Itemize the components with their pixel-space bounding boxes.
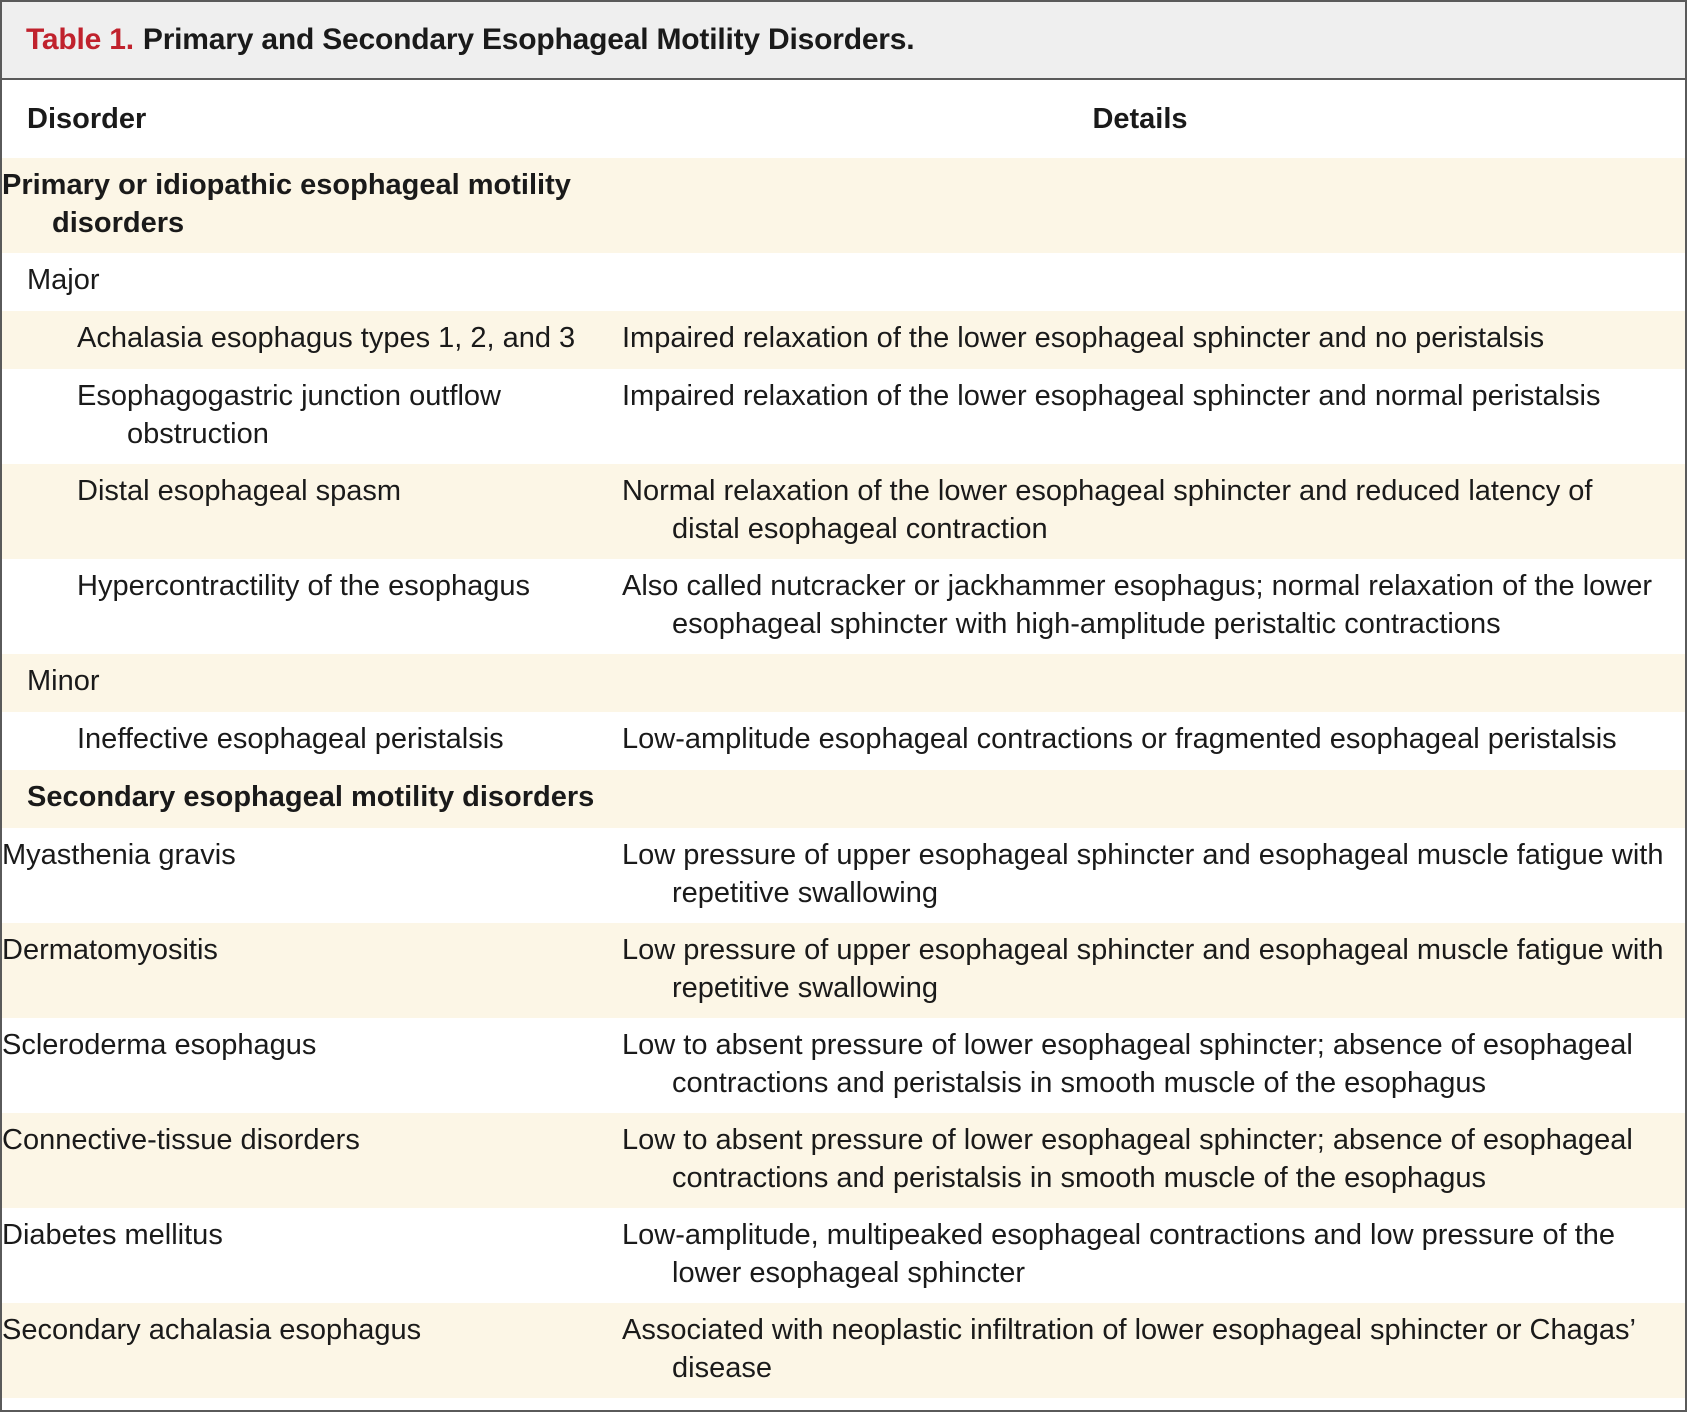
table-row [2,369,1685,464]
details-cell: Associated with neoplastic infiltration of lower esophageal sphincter or Chagas’ disease [622,1314,1635,1384]
section-heading-primary: Primary or idiopathic esophageal motility disorders [2,169,571,239]
details-cell: Low-amplitude esophageal contractions or fragmented esophageal peristalsis [622,723,1617,755]
table-label: Table 1. [26,23,134,56]
table-row [2,923,1685,1018]
section-heading-row [2,158,1685,253]
subgroup-row [2,253,1685,311]
disorder-cell: Dermatomyositis [2,934,218,966]
table-row [2,1303,1685,1398]
motility-disorders-table [2,80,1685,1398]
table-title: Primary and Secondary Esophageal Motility Disorders. [142,23,915,56]
details-cell: Impaired relaxation of the lower esophageal sphincter and normal peristalsis [622,380,1601,412]
disorder-cell: Connective-tissue disorders [2,1124,360,1156]
table-row [2,828,1685,923]
details-cell: Impaired relaxation of the lower esophageal sphincter and no peristalsis [622,322,1545,354]
disorder-cell: Scleroderma esophagus [2,1029,317,1061]
section-heading-secondary: Secondary esophageal motility disorders [27,781,595,813]
disorder-cell: Hypercontractility of the esophagus [77,570,530,602]
details-cell: Also called nutcracker or jackhammer esophagus; normal relaxation of the lower esophageal sphincter with high-amplitude peristaltic contractions [622,570,1652,640]
details-cell: Low to absent pressure of lower esophageal sphincter; absence of esophageal contractions and peristalsis in smooth muscle of the esophagus [622,1029,1633,1099]
disorder-cell: Diabetes mellitus [2,1219,223,1251]
disorder-cell: Achalasia esophagus types 1, 2, and 3 [77,322,576,354]
disorder-cell: Myasthenia gravis [2,839,236,871]
table-title-bar [2,2,1685,80]
table-row [2,464,1685,559]
details-cell: Low pressure of upper esophageal sphincter and esophageal muscle fatigue with repetitive swallowing [622,934,1664,1004]
table-row [2,1208,1685,1303]
disorder-cell: Esophagogastric junction outflow obstruction [77,380,501,450]
table-row [2,1018,1685,1113]
disorder-cell: Secondary achalasia esophagus [2,1314,422,1346]
table-row [2,712,1685,770]
details-cell: Low-amplitude, multipeaked esophageal contractions and low pressure of the lower esophageal sphincter [622,1219,1616,1289]
table-row [2,311,1685,369]
disorder-cell: Ineffective esophageal peristalsis [77,723,504,755]
details-cell: Low pressure of upper esophageal sphincter and esophageal muscle fatigue with repetitive swallowing [622,839,1664,909]
subgroup-row [2,654,1685,712]
column-header-details: Details [1092,103,1188,135]
header-row [2,80,1685,158]
table-row [2,1113,1685,1208]
table-row [2,559,1685,654]
subgroup-minor: Minor [27,665,100,697]
details-cell: Low to absent pressure of lower esophageal sphincter; absence of esophageal contractions and peristalsis in smooth muscle of the esophagus [622,1124,1633,1194]
column-header-disorder: Disorder [27,103,147,135]
disorder-cell: Distal esophageal spasm [77,475,402,507]
section-heading-row [2,770,1685,828]
details-cell: Normal relaxation of the lower esophageal sphincter and reduced latency of distal esophageal contraction [622,475,1593,545]
subgroup-major: Major [27,264,100,296]
